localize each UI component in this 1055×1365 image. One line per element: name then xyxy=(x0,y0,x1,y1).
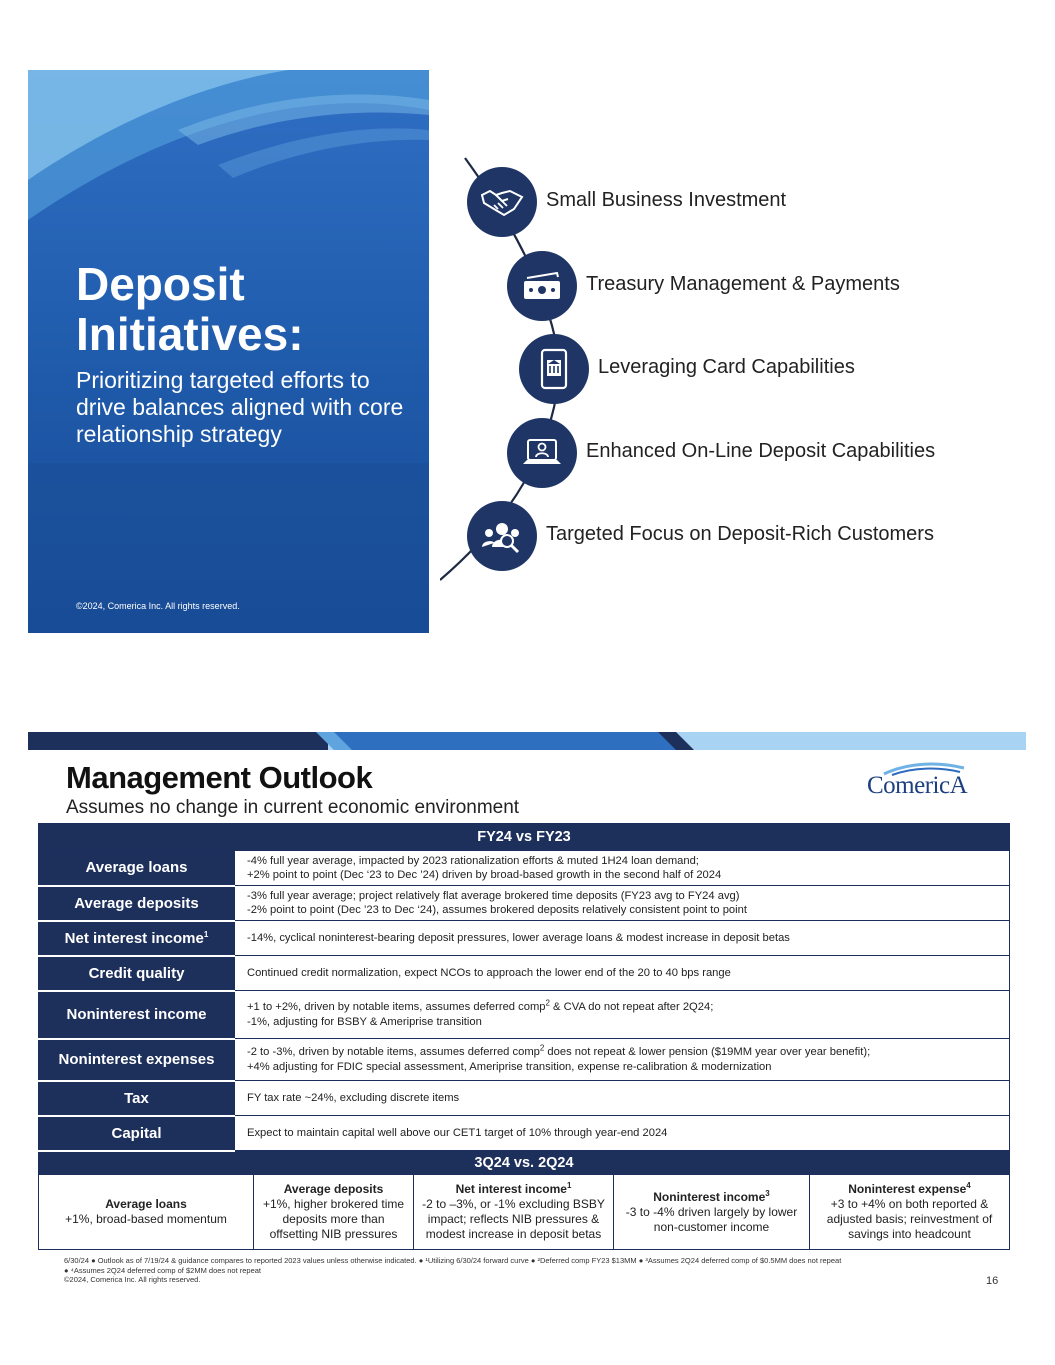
initiative-label: Enhanced On-Line Deposit Capabilities xyxy=(586,440,936,462)
table-row xyxy=(39,1039,1010,1081)
quarter-row xyxy=(39,1175,1010,1250)
row-description: -4% full year average, impacted by 2023 rationalization efforts & muted 1H24 loan demand; +2% point to point (Dec ‘23 to Dec ’24) driven by broad-based growth in the second half of 2024 xyxy=(235,851,1010,886)
customer-search-icon xyxy=(467,501,537,571)
initiative-label: Small Business Investment xyxy=(546,189,787,211)
hero-copyright: ©2024, Comerica Inc. All rights reserved. xyxy=(76,601,240,611)
handshake-icon xyxy=(467,167,537,237)
table-row xyxy=(39,851,1010,886)
row-description: +1 to +2%, driven by notable items, assumes deferred comp$^2$ & CVA do not repeat after 2Q24; -1%, adjusting for BSBY & Ameriprise transition xyxy=(235,991,1010,1039)
hero-subtitle: Prioritizing targeted efforts to drive balances aligned with core relationship strategy xyxy=(76,367,404,447)
table-row xyxy=(39,921,1010,956)
table-row xyxy=(39,886,1010,921)
page-number: 16 xyxy=(986,1275,999,1287)
table-row xyxy=(39,1081,1010,1116)
row-label: Capital xyxy=(39,1116,235,1151)
initiative-label: Treasury Management & Payments xyxy=(586,273,900,295)
outlook-title: Management Outlook xyxy=(66,760,373,795)
quarter-cell: Noninterest expense$^4$ +3 to +4% on both reported & adjusted basis; reinvestment of savings into headcount xyxy=(810,1175,1010,1250)
quarter-cell: Average loans +1%, broad-based momentum xyxy=(39,1175,254,1250)
table-row xyxy=(39,1116,1010,1151)
comerica-logo xyxy=(864,760,974,800)
header-stripe xyxy=(28,732,1026,750)
outlook-copyright: ©2024, Comerica Inc. All rights reserved. xyxy=(64,1275,201,1284)
initiative-label: Targeted Focus on Deposit-Rich Customers xyxy=(546,523,934,545)
outlook-subtitle: Assumes no change in current economic environment xyxy=(66,797,520,818)
row-label: Credit quality xyxy=(39,956,235,991)
row-description: FY tax rate ~24%, excluding discrete items xyxy=(235,1081,1010,1116)
row-label: Noninterest income xyxy=(39,991,235,1039)
initiatives-list xyxy=(440,150,1050,590)
cash-icon xyxy=(507,251,577,321)
row-description: -3% full year average; project relatively flat average brokered time deposits (FY23 avg to FY24 avg) -2% point to point (Dec ’23 to Dec ‘24), assumes brokered deposits relatively consistent point to point xyxy=(235,886,1010,921)
initiative-label: Leveraging Card Capabilities xyxy=(598,356,855,378)
row-label: Average loans xyxy=(39,851,235,886)
quarter-cell: Net interest income$^1$ -2 to –3%, or -1% excluding BSBY impact; reflects NIB pressures & modest increase in deposit betas xyxy=(414,1175,614,1250)
table-row xyxy=(39,991,1010,1039)
row-description: -2 to -3%, driven by notable items, assumes deferred comp$^2$ does not repeat & lower pension ($19MM year over year benefit); +4% adjusting for FDIC special assessment, Ameriprise transition, expense re-calibration & modernization xyxy=(235,1039,1010,1081)
quarter-cell: Average deposits +1%, higher brokered time deposits more than offsetting NIB pressures xyxy=(254,1175,414,1250)
row-description: -14%, cyclical noninterest-bearing deposit pressures, lower average loans & modest increase in deposit betas xyxy=(235,921,1010,956)
hero-title: Deposit Initiatives: xyxy=(76,258,304,360)
fy-header: FY24 vs FY23 xyxy=(39,824,1010,851)
outlook-table xyxy=(38,823,1010,1250)
row-description: Continued credit normalization, expect NCOs to approach the lower end of the 20 to 40 bps range xyxy=(235,956,1010,991)
table-row xyxy=(39,956,1010,991)
deposit-initiatives-hero xyxy=(28,70,429,633)
mobile-bank-icon xyxy=(519,334,589,404)
logo-text: ComericA xyxy=(867,772,968,799)
laptop-user-icon xyxy=(507,418,577,488)
footnotes: 6/30/24 ● Outlook as of 7/19/24 & guidance compares to reported 2023 values unless otherwise indicated. ● ¹Utilizing 6/30/24 forward curve ● ²Deferred comp FY23 $13MM ● ³Assumes 2Q24 deferred comp of $0.5MM does not repeat ● ⁴Assumes 2Q24 deferred comp of $2MM does not repeat ©2024, Comerica Inc. All rights reserved. xyxy=(64,1256,964,1285)
row-label: Net interest income$^1$ xyxy=(39,921,235,956)
row-label: Tax xyxy=(39,1081,235,1116)
row-description: Expect to maintain capital well above our CET1 target of 10% through year-end 2024 xyxy=(235,1116,1010,1151)
swoosh-graphic xyxy=(28,70,429,260)
quarter-cell: Noninterest income$^3$ -3 to -4% driven largely by lower non-customer income xyxy=(614,1175,810,1250)
quarter-header: 3Q24 vs. 2Q24 xyxy=(39,1151,1010,1175)
row-label: Noninterest expenses xyxy=(39,1039,235,1081)
row-label: Average deposits xyxy=(39,886,235,921)
